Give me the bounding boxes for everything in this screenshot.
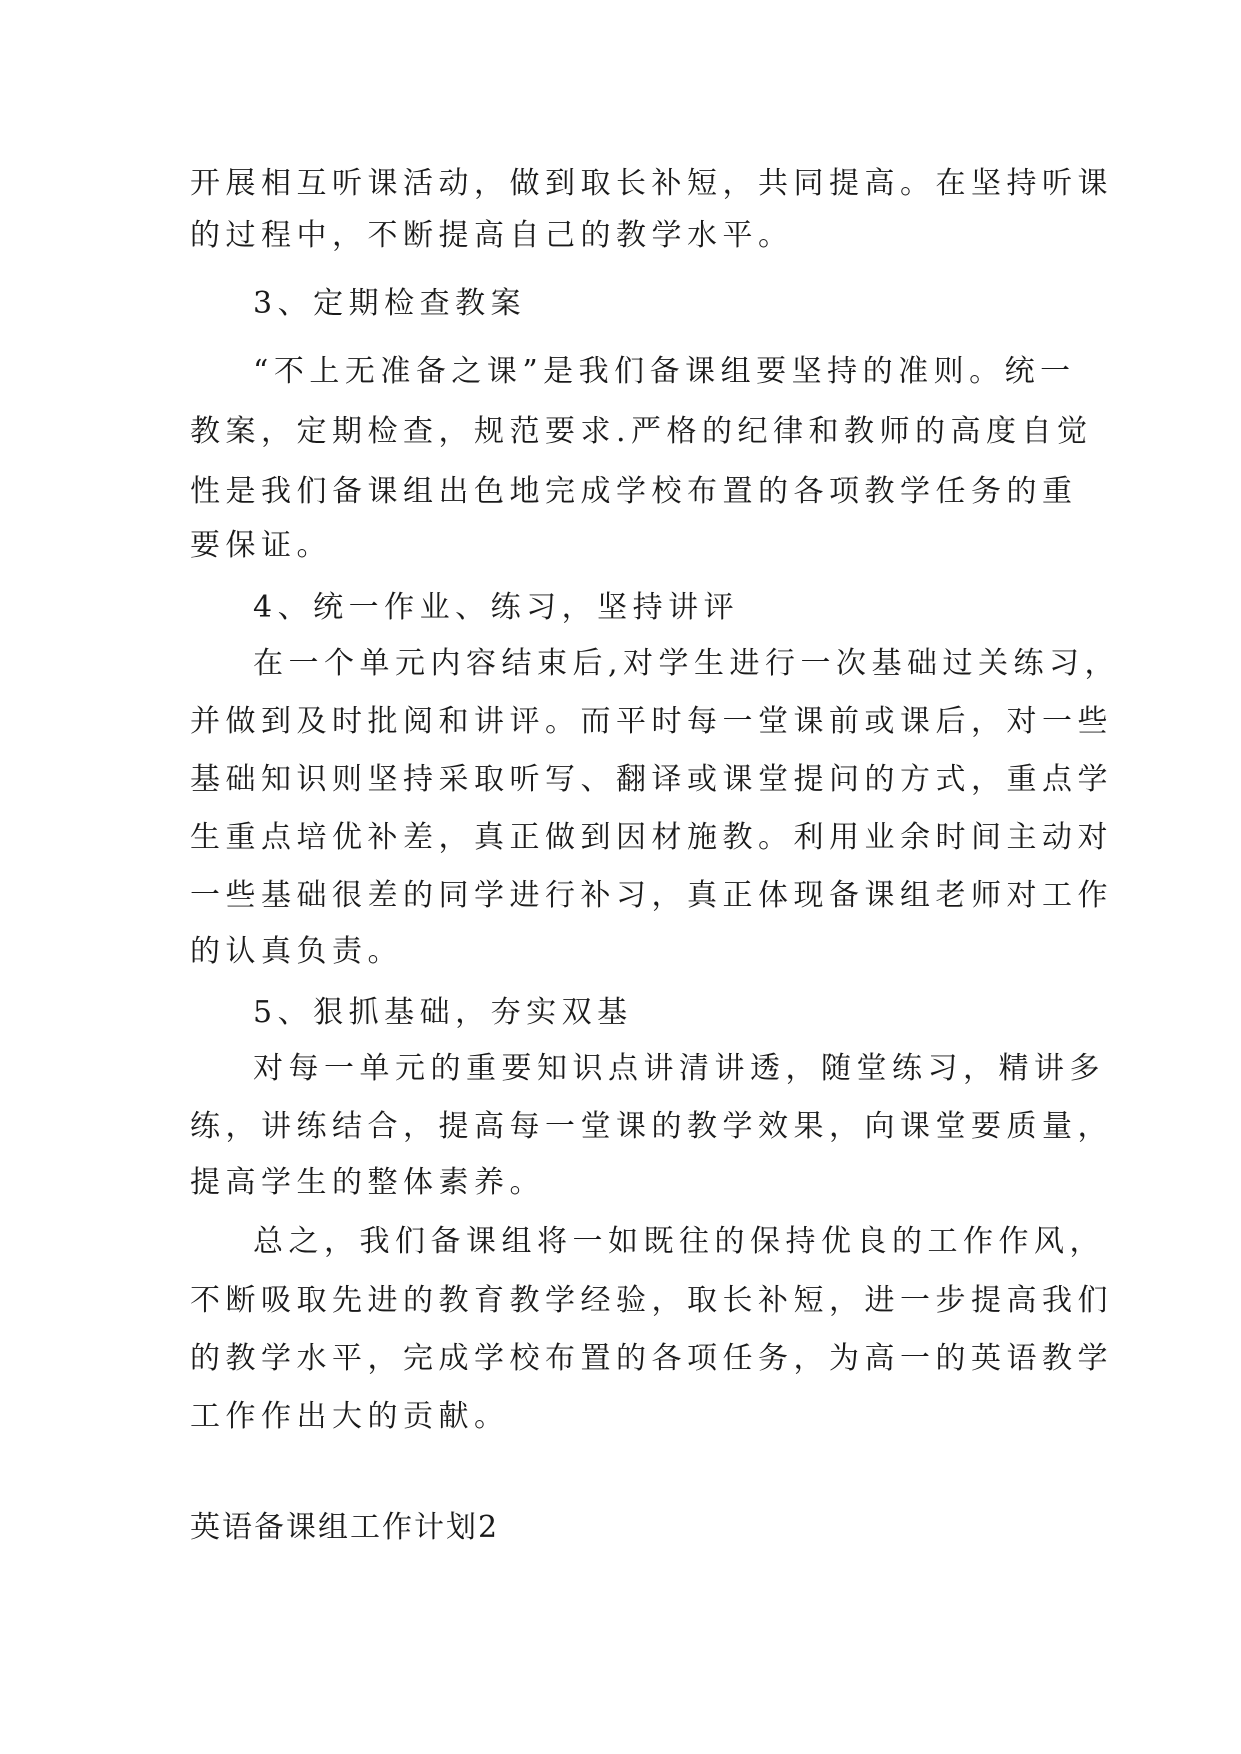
text-line: 提高学生的整体素养。 — [190, 1165, 545, 1200]
text-line: 生重点培优补差，真正做到因材施教。利用业余时间主动对 — [190, 820, 1113, 855]
section-heading-5: 5、狠抓基础，夯实双基 — [253, 995, 633, 1030]
section-heading-4: 4、统一作业、练习，坚持讲评 — [253, 590, 740, 625]
text-line: 的教学水平，完成学校布置的各项任务，为高一的英语教学 — [190, 1341, 1113, 1376]
text-line: 在一个单元内容结束后,对学生进行一次基础过关练习， — [253, 646, 1121, 681]
section-title: 英语备课组工作计划2 — [190, 1510, 500, 1545]
text-line: 开展相互听课活动，做到取长补短，共同提高。在坚持听课 — [190, 166, 1113, 201]
text-line: 对每一单元的重要知识点讲清讲透，随堂练习，精讲多 — [253, 1051, 1105, 1086]
text-line: 教案，定期检查，规范要求.严格的纪律和教师的高度自觉 — [190, 414, 1093, 449]
text-line: 并做到及时批阅和讲评。而平时每一堂课前或课后，对一些 — [190, 704, 1113, 739]
text-line: 一些基础很差的同学进行补习，真正体现备课组老师对工作 — [190, 878, 1113, 913]
text-line: 不断吸取先进的教育教学经验，取长补短，进一步提高我们 — [190, 1283, 1113, 1318]
text-line: 练，讲练结合，提高每一堂课的教学效果，向课堂要质量， — [190, 1109, 1113, 1144]
text-line: 基础知识则坚持采取听写、翻译或课堂提问的方式，重点学 — [190, 762, 1113, 797]
text-line: 要保证。 — [190, 528, 332, 563]
section-heading-3: 3、定期检查教案 — [253, 286, 527, 321]
text-line: 的过程中，不断提高自己的教学水平。 — [190, 218, 794, 253]
text-line: “不上无准备之课”是我们备课组要坚持的准则。统一 — [253, 354, 1076, 389]
text-line: 工作作出大的贡献。 — [190, 1399, 510, 1434]
text-line: 总之，我们备课组将一如既往的保持优良的工作作风， — [253, 1224, 1105, 1259]
text-line: 性是我们备课组出色地完成学校布置的各项教学任务的重 — [190, 474, 1078, 509]
text-line: 的认真负责。 — [190, 934, 403, 969]
